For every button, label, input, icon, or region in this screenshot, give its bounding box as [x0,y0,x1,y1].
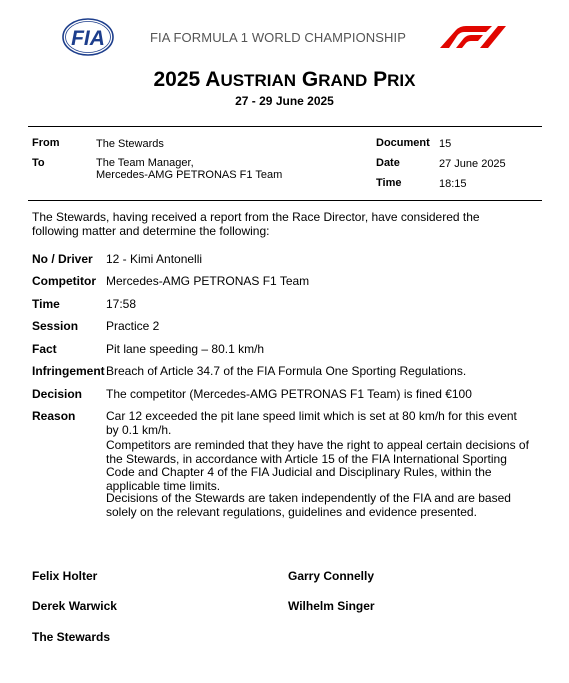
steward-signature-1: Felix Holter [32,569,98,583]
driver-label: No / Driver [32,252,93,266]
top-divider [28,126,542,127]
session-label: Session [32,319,79,333]
document-value: 15 [439,138,452,150]
steward-signature-3: Derek Warwick [32,599,117,613]
competitor-value: Mercedes-AMG PETRONAS F1 Team [106,274,310,288]
independence-notice: Decisions of the Stewards are taken independently of the FIA and are based solely on the relevant regulations, guidelines and evidence presented. [106,491,511,519]
event-dates: 27 - 29 June 2025 [235,94,334,108]
fact-value: Pit lane speeding – 80.1 km/h [106,342,265,356]
decision-label: Decision [32,387,83,401]
appeal-notice: Competitors are reminded that they have the right to appeal certain decisions of the Stewards, in accordance with Article 15 of the FIA International Sporting Code and Chapter 4 of the FIA Judicial and Disciplinary Rules, within the applicable time limits. [106,438,529,493]
date-value: 27 June 2025 [439,158,506,170]
time-row-label: Time [32,297,60,311]
reason-label: Reason [32,409,76,423]
date-label: Date [376,157,400,169]
to-label: To [32,157,45,169]
stewards-footer: The Stewards [32,630,111,644]
steward-signature-2: Garry Connelly [288,569,375,583]
from-label: From [32,137,60,149]
fia-logo-text: FIA [71,27,105,50]
time-label: Time [376,177,402,189]
session-value: Practice 2 [106,319,160,333]
steward-signature-4: Wilhelm Singer [288,599,375,613]
competitor-label: Competitor [32,274,96,288]
to-value-line2: Mercedes-AMG PETRONAS F1 Team [96,169,283,181]
document-label: Document [376,137,430,149]
time-value: 18:15 [439,178,467,190]
f1-logo [434,26,506,48]
event-title: 2025 AUSTRIAN GRAND PRIX [153,68,416,91]
infringement-label: Infringement [32,364,105,378]
to-value-line1: The Team Manager, [96,157,194,169]
reason-value: Car 12 exceeded the pit lane speed limit which is set at 80 km/h for this event by 0.1 km/h. [106,409,517,437]
championship-title: FIA FORMULA 1 WORLD CHAMPIONSHIP [150,30,407,45]
infringement-value: Breach of Article 34.7 of the FIA Formula One Sporting Regulations. [106,364,467,378]
intro-text: The Stewards, having received a report from the Race Director, have considered the following matter and determine the following: [32,210,480,238]
time-row-value: 17:58 [106,297,137,311]
from-value: The Stewards [96,138,164,150]
driver-value: 12 - Kimi Antonelli [106,252,203,266]
decision-value: The competitor (Mercedes-AMG PETRONAS F1 Team) is fined €100 [106,387,472,401]
fact-label: Fact [32,342,57,356]
meta-divider [28,200,542,201]
fia-logo [62,18,114,56]
